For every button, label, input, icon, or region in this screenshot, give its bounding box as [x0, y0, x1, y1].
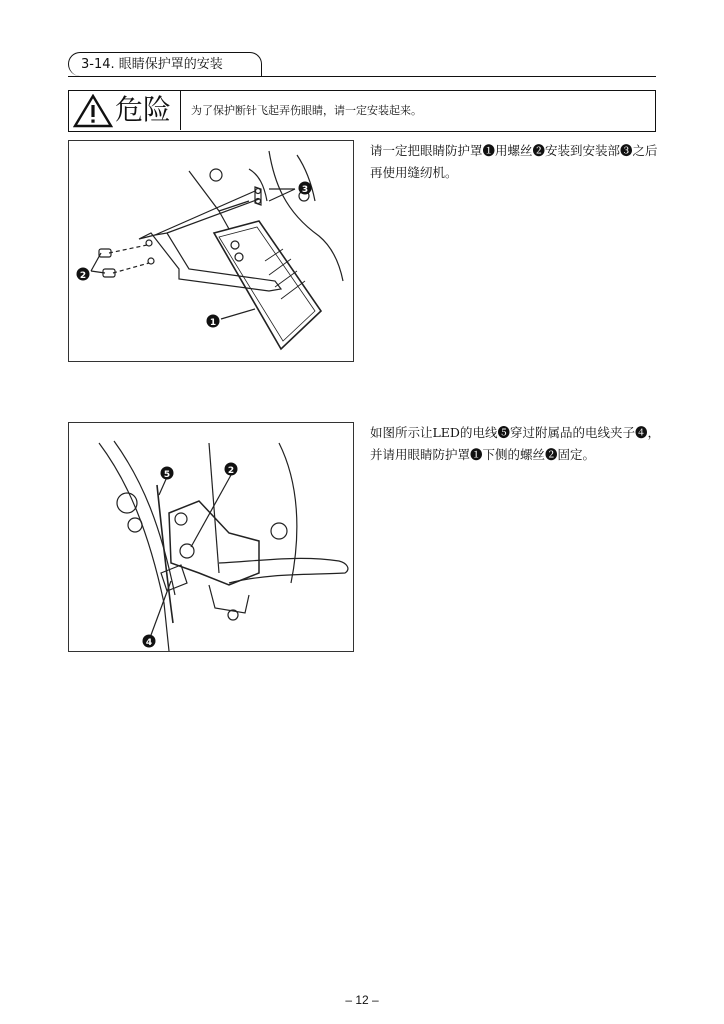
callout-1: [207, 315, 220, 329]
warning-triangle-icon: [73, 94, 113, 128]
callout-2: [77, 268, 90, 282]
page-number: – 12 –: [345, 993, 379, 1007]
danger-label-box: [69, 91, 181, 130]
svg-text:5: 5: [163, 470, 171, 480]
instruction-paragraph-1: 请一定把眼睛防护罩❶用螺丝❷安装到安装部❸之后再使用缝纫机。: [370, 143, 658, 180]
led-wire-routing-illustration: [69, 423, 355, 653]
danger-word: 危险: [115, 93, 172, 126]
callout-4: [143, 635, 156, 649]
svg-text:1: 1: [209, 318, 217, 328]
callout-5: [161, 467, 174, 481]
eye-guard-mounting-illustration: [69, 141, 355, 363]
section-rule: [68, 76, 656, 77]
instruction-paragraph-2: 如图所示让LED的电线❺穿过附属品的电线夹子❹，并请用眼睛防护罩❶下侧的螺丝❷固定。: [370, 425, 660, 462]
svg-text:2: 2: [79, 271, 87, 281]
section-title: 3-14. 眼睛保护罩的安装: [68, 52, 262, 76]
danger-notice: [68, 90, 656, 132]
danger-text: 为了保护断针飞起弄伤眼睛，请一定安装起来。: [191, 104, 422, 117]
svg-text:2: 2: [227, 466, 235, 476]
svg-text:3: 3: [301, 185, 309, 195]
figure-eye-guard-mounting: [68, 140, 354, 362]
callout-2: [225, 463, 238, 477]
svg-text:4: 4: [145, 638, 153, 648]
figure-led-wire-routing: [68, 422, 354, 652]
